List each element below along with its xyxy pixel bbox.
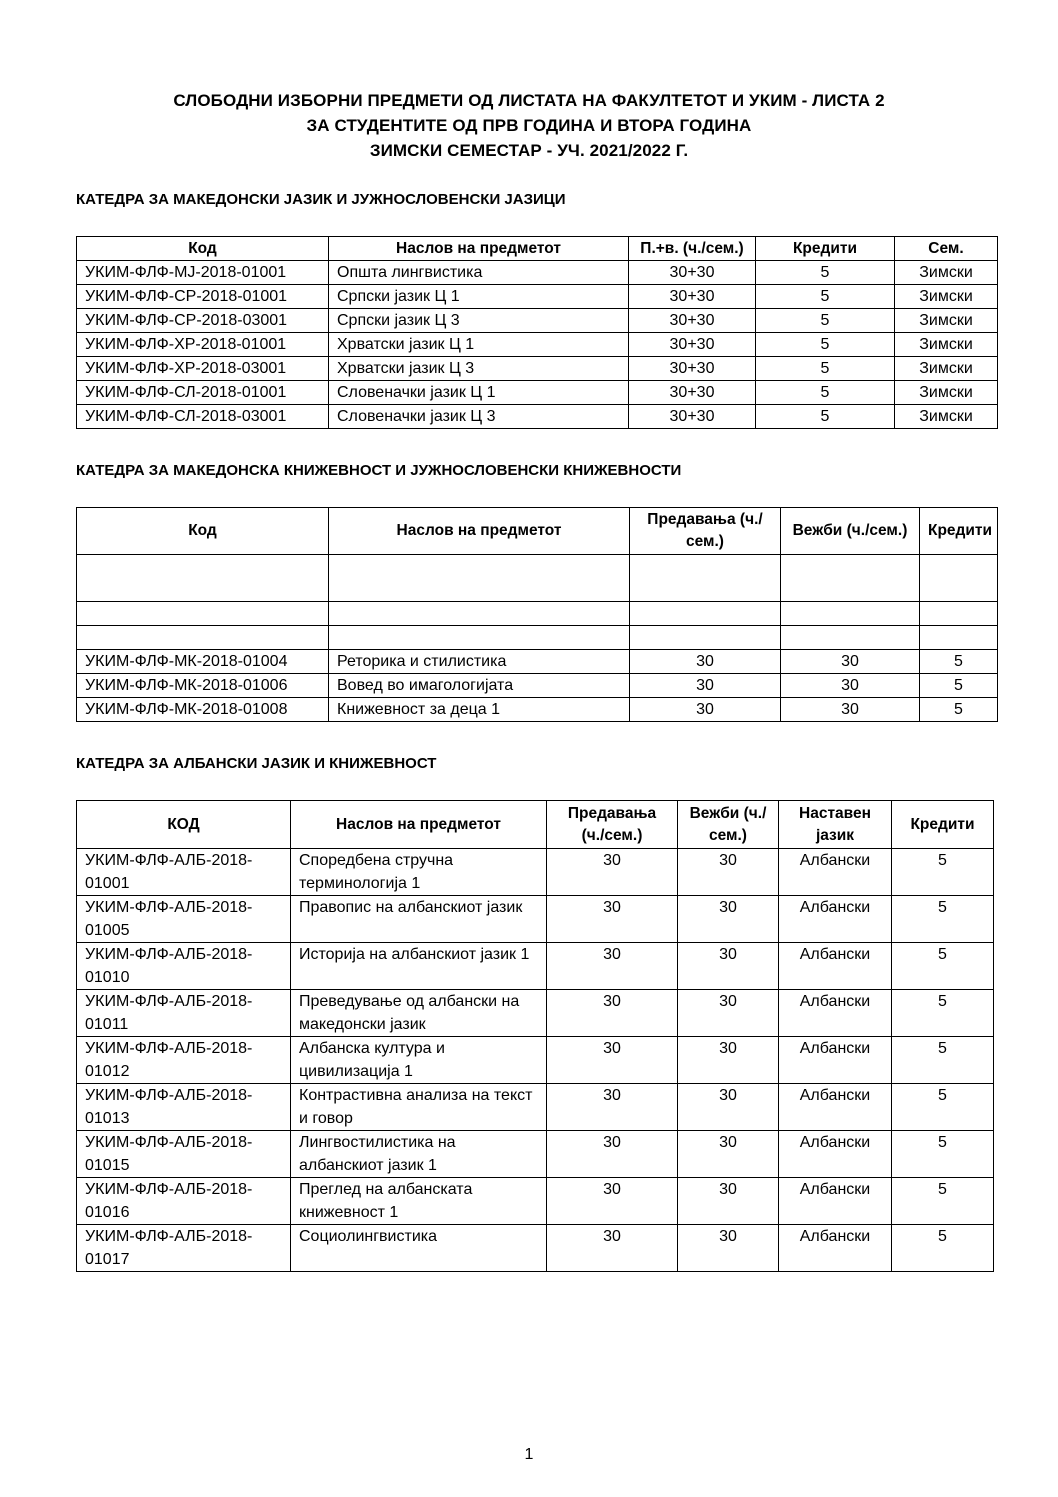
table-row (77, 602, 998, 626)
cell-course-title: Лингвостилистика на албанскиот јазик 1 (291, 1131, 547, 1178)
cell-exercises: 30 (678, 896, 779, 943)
table-row (77, 333, 998, 357)
cell-course-code: УКИМ-ФЛФ-АЛБ-2018-01017 (77, 1225, 291, 1272)
table-row (77, 285, 998, 309)
cell-course-code: УКИМ-ФЛФ-АЛБ-2018-01005 (77, 896, 291, 943)
table-row (77, 405, 998, 429)
cell-course-code: УКИМ-ФЛФ-АЛБ-2018-01001 (77, 849, 291, 896)
header-teaching-language: Наставен јазик (779, 801, 892, 849)
cell-course-title: Правопис на албанскиот јазик (291, 896, 547, 943)
cell-credits: 5 (756, 357, 895, 381)
cell-exercises: 30 (781, 698, 920, 722)
cell-lectures (630, 555, 781, 602)
cell-course-code: УКИМ-ФЛФ-АЛБ-2018-01016 (77, 1178, 291, 1225)
header-course-title: Наслов на предметот (329, 508, 630, 555)
cell-course-code: УКИМ-ФЛФ-АЛБ-2018-01011 (77, 990, 291, 1037)
header-hours: П.+в. (ч./сем.) (629, 237, 756, 261)
cell-semester: Зимски (895, 309, 998, 333)
cell-course-code: УКИМ-ФЛФ-ХР-2018-01001 (77, 333, 329, 357)
header-credits: Кредити (756, 237, 895, 261)
cell-course-code: УКИМ-ФЛФ-ХР-2018-03001 (77, 357, 329, 381)
title-line-2: ЗА СТУДЕНТИТЕ ОД ПРВ ГОДИНА И ВТОРА ГОДИНА (306, 116, 752, 135)
cell-semester: Зимски (895, 405, 998, 429)
cell-course-title: Споредбена стручна терминологија 1 (291, 849, 547, 896)
cell-course-code: УКИМ-ФЛФ-СР-2018-01001 (77, 285, 329, 309)
cell-lectures: 30 (630, 674, 781, 698)
cell-lectures: 30 (547, 896, 678, 943)
cell-teaching-language: Албански (779, 1225, 892, 1272)
cell-semester: Зимски (895, 261, 998, 285)
header-exercises: Вежби (ч./сем.) (781, 508, 920, 555)
cell-lectures: 30 (547, 1131, 678, 1178)
section-heading-macedonian-language: КАТЕДРА ЗА МАКЕДОНСКИ ЈАЗИК И ЈУЖНОСЛОВЕНСКИ ЈАЗИЦИ (76, 191, 566, 208)
cell-credits: 5 (892, 1178, 994, 1225)
cell-course-title: Социолингвистика (291, 1225, 547, 1272)
table-row (77, 1084, 994, 1131)
header-credits: Кредити (920, 508, 998, 555)
header-course-title: Наслов на предметот (291, 801, 547, 849)
cell-course-title: Словеначки јазик Ц 3 (329, 405, 629, 429)
header-semester: Сем. (895, 237, 998, 261)
cell-credits: 5 (892, 943, 994, 990)
table-row (77, 1178, 994, 1225)
cell-exercises: 30 (678, 1131, 779, 1178)
header-lectures: Предавања (ч./сем.) (630, 508, 781, 555)
cell-teaching-language: Албански (779, 896, 892, 943)
cell-lectures: 30 (547, 1037, 678, 1084)
cell-teaching-language: Албански (779, 1084, 892, 1131)
cell-course-title (329, 555, 630, 602)
cell-exercises: 30 (781, 650, 920, 674)
cell-course-code: УКИМ-ФЛФ-СР-2018-03001 (77, 309, 329, 333)
cell-credits: 5 (920, 650, 998, 674)
cell-semester: Зимски (895, 333, 998, 357)
header-course-title: Наслов на предметот (329, 237, 629, 261)
table-row (77, 990, 994, 1037)
courses-table-albanian (76, 800, 994, 1272)
cell-credits: 5 (892, 849, 994, 896)
table-row (77, 1225, 994, 1272)
cell-course-code: УКИМ-ФЛФ-МК-2018-01004 (77, 650, 329, 674)
title-line-3: ЗИМСКИ СЕМЕСТАР - УЧ. 2021/2022 Г. (369, 141, 689, 160)
cell-course-title: Историја на албанскиот јазик 1 (291, 943, 547, 990)
cell-course-title: Албанска култура и цивилизација 1 (291, 1037, 547, 1084)
header-code: Код (77, 237, 329, 261)
cell-credits: 5 (756, 261, 895, 285)
cell-course-title: Контрастивна анализа на текст и говор (291, 1084, 547, 1131)
header-credits: Кредити (892, 801, 994, 849)
cell-exercises (781, 555, 920, 602)
table-row (77, 674, 998, 698)
cell-credits: 5 (892, 990, 994, 1037)
cell-credits: 5 (892, 896, 994, 943)
cell-hours: 30+30 (629, 381, 756, 405)
cell-lectures: 30 (547, 943, 678, 990)
title-line-1: СЛОБОДНИ ИЗБОРНИ ПРЕДМЕТИ ОД ЛИСТАТА НА ФАКУЛТЕТОТ И УКИМ - ЛИСТА 2 (173, 91, 885, 110)
cell-exercises: 30 (678, 943, 779, 990)
cell-course-code: УКИМ-ФЛФ-МК-2018-01006 (77, 674, 329, 698)
cell-course-title: Книжевност за деца 1 (329, 698, 630, 722)
cell-course-title: Српски јазик Ц 1 (329, 285, 629, 309)
cell-teaching-language: Албански (779, 1037, 892, 1084)
cell-credits: 5 (756, 285, 895, 309)
cell-exercises: 30 (678, 1084, 779, 1131)
table-header-row (77, 237, 998, 261)
cell-hours: 30+30 (629, 285, 756, 309)
cell-hours: 30+30 (629, 357, 756, 381)
cell-lectures: 30 (547, 1225, 678, 1272)
cell-credits: 5 (892, 1037, 994, 1084)
cell-credits: 5 (756, 333, 895, 357)
cell-teaching-language: Албански (779, 849, 892, 896)
cell-exercises: 30 (678, 1178, 779, 1225)
courses-table-macedonian-language (76, 236, 998, 429)
cell-lectures (630, 626, 781, 650)
cell-semester: Зимски (895, 381, 998, 405)
cell-course-title: Хрватски јазик Ц 1 (329, 333, 629, 357)
header-code: КОД (77, 801, 291, 849)
table-row (77, 849, 994, 896)
table-row (77, 650, 998, 674)
cell-hours: 30+30 (629, 333, 756, 357)
cell-credits: 5 (892, 1084, 994, 1131)
section-heading-albanian: КАТЕДРА ЗА АЛБАНСКИ ЈАЗИК И КНИЖЕВНОСТ (76, 755, 437, 772)
cell-course-code (77, 626, 329, 650)
cell-lectures: 30 (547, 1084, 678, 1131)
cell-credits (920, 602, 998, 626)
cell-lectures: 30 (547, 1178, 678, 1225)
cell-course-title: Преглед на албанската книжевност 1 (291, 1178, 547, 1225)
cell-course-title: Хрватски јазик Ц 3 (329, 357, 629, 381)
cell-course-code (77, 555, 329, 602)
cell-credits: 5 (756, 405, 895, 429)
table-row (77, 381, 998, 405)
table-row (77, 357, 998, 381)
table-row (77, 896, 994, 943)
cell-exercises: 30 (678, 990, 779, 1037)
cell-teaching-language: Албански (779, 990, 892, 1037)
cell-course-code (77, 602, 329, 626)
table-row (77, 1037, 994, 1084)
cell-credits: 5 (892, 1131, 994, 1178)
header-lectures: Предавања (ч./сем.) (547, 801, 678, 849)
cell-credits: 5 (756, 309, 895, 333)
table-header-row (77, 801, 994, 849)
table-row (77, 626, 998, 650)
cell-course-code: УКИМ-ФЛФ-СЛ-2018-03001 (77, 405, 329, 429)
table-row (77, 309, 998, 333)
cell-exercises (781, 602, 920, 626)
cell-semester: Зимски (895, 357, 998, 381)
cell-exercises: 30 (678, 1225, 779, 1272)
table-row (77, 261, 998, 285)
cell-course-code: УКИМ-ФЛФ-СЛ-2018-01001 (77, 381, 329, 405)
cell-teaching-language: Албански (779, 1178, 892, 1225)
cell-exercises: 30 (781, 674, 920, 698)
cell-course-code: УКИМ-ФЛФ-АЛБ-2018-01012 (77, 1037, 291, 1084)
courses-table-macedonian-literature (76, 507, 998, 722)
cell-credits (920, 555, 998, 602)
cell-course-code: УКИМ-ФЛФ-МЈ-2018-01001 (77, 261, 329, 285)
cell-course-title: Реторика и стилистика (329, 650, 630, 674)
header-exercises: Вежби (ч./сем.) (678, 801, 779, 849)
cell-lectures: 30 (630, 650, 781, 674)
cell-course-title (329, 602, 630, 626)
cell-credits: 5 (756, 381, 895, 405)
cell-course-code: УКИМ-ФЛФ-АЛБ-2018-01015 (77, 1131, 291, 1178)
table-row (77, 943, 994, 990)
cell-lectures: 30 (547, 849, 678, 896)
cell-credits: 5 (920, 698, 998, 722)
table-row (77, 1131, 994, 1178)
table-header-row (77, 508, 998, 555)
cell-lectures: 30 (547, 990, 678, 1037)
cell-course-title: Словеначки јазик Ц 1 (329, 381, 629, 405)
cell-credits: 5 (920, 674, 998, 698)
cell-course-code: УКИМ-ФЛФ-АЛБ-2018-01013 (77, 1084, 291, 1131)
cell-exercises (781, 626, 920, 650)
header-code: Код (77, 508, 329, 555)
cell-course-code: УКИМ-ФЛФ-МК-2018-01008 (77, 698, 329, 722)
section-heading-macedonian-literature: КАТЕДРА ЗА МАКЕДОНСКА КНИЖЕВНОСТ И ЈУЖНОСЛОВЕНСКИ КНИЖЕВНОСТИ (76, 462, 682, 479)
cell-course-title: Преведување од албански на македонски јазик (291, 990, 547, 1037)
cell-teaching-language: Албански (779, 1131, 892, 1178)
cell-course-title: Српски јазик Ц 3 (329, 309, 629, 333)
table-row (77, 698, 998, 722)
cell-semester: Зимски (895, 285, 998, 309)
cell-lectures: 30 (630, 698, 781, 722)
cell-course-code: УКИМ-ФЛФ-АЛБ-2018-01010 (77, 943, 291, 990)
cell-hours: 30+30 (629, 405, 756, 429)
page-number: 1 (524, 1446, 534, 1463)
table-row (77, 555, 998, 602)
cell-teaching-language: Албански (779, 943, 892, 990)
cell-course-title (329, 626, 630, 650)
cell-exercises: 30 (678, 1037, 779, 1084)
cell-exercises: 30 (678, 849, 779, 896)
cell-credits: 5 (892, 1225, 994, 1272)
cell-credits (920, 626, 998, 650)
document-title (0, 88, 1058, 163)
cell-course-title: Општа лингвистика (329, 261, 629, 285)
cell-lectures (630, 602, 781, 626)
cell-hours: 30+30 (629, 309, 756, 333)
cell-course-title: Вовед во имагологијата (329, 674, 630, 698)
cell-hours: 30+30 (629, 261, 756, 285)
